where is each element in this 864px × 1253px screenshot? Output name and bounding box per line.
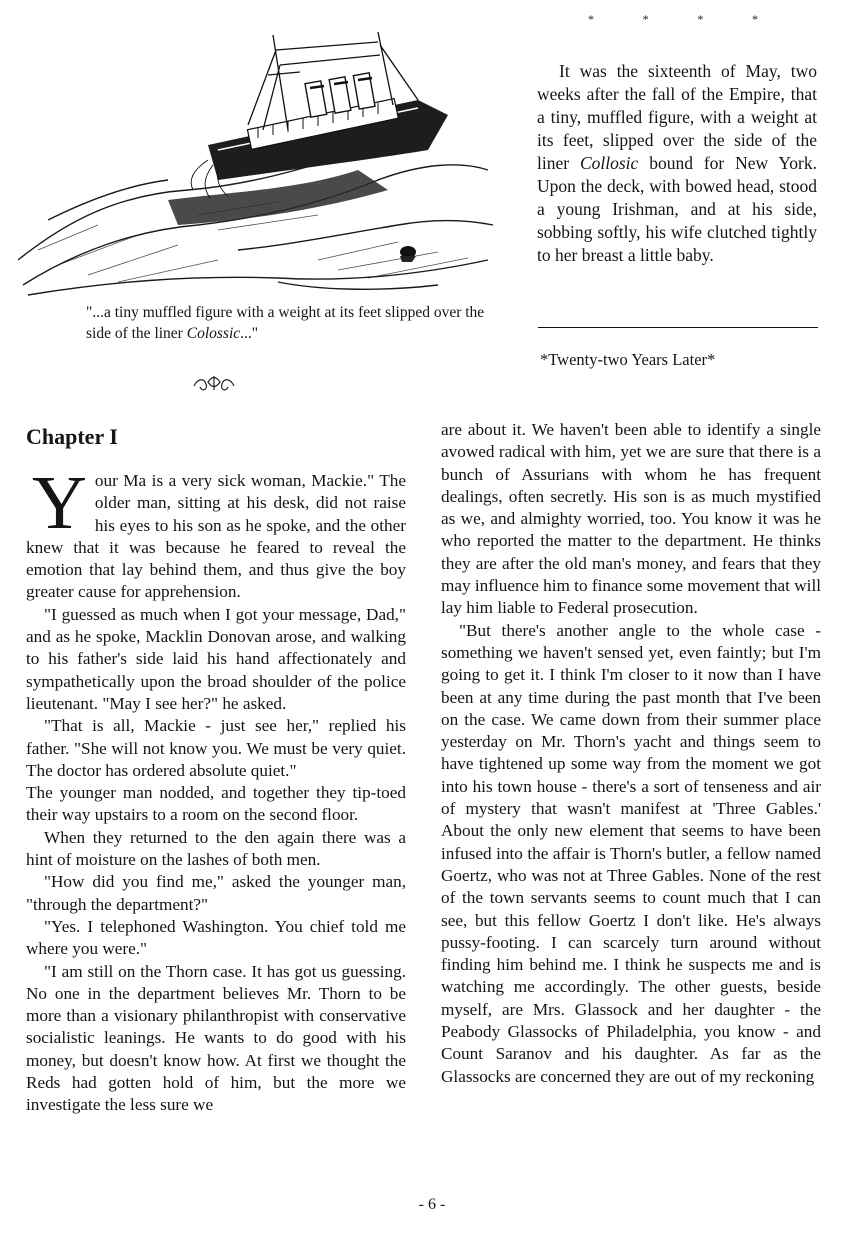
star-mark: * xyxy=(588,12,594,26)
steamship-at-sea-illustration xyxy=(18,20,498,300)
paragraph: The younger man nodded, and together they tip-toed their way upstairs to a room on the second floor. xyxy=(26,783,406,825)
horizontal-divider xyxy=(538,327,818,328)
paragraph: "Yes. I telephoned Washington. You chief told me where you were." xyxy=(26,916,406,959)
page-number: - 6 - xyxy=(418,1196,446,1213)
star-mark: * xyxy=(751,12,758,26)
drop-cap: Y xyxy=(32,461,87,545)
text-column-right xyxy=(441,419,821,1088)
section-break-stars xyxy=(588,12,758,27)
intro-text-before: It was the sixteenth of May, two weeks after the fall of the Empire, that a tiny, muffled figure, with a weight at its feet, slipped over the side of the liner xyxy=(537,61,817,173)
illustration-caption xyxy=(86,302,486,344)
steamship-illustration xyxy=(18,20,498,300)
paragraph: "But there's another angle to the whole case - something we haven't sensed yet, even faintly; but I'm going to get it. I think I'm closer to it now than I have been at any time during the past month that I've been on the case. We came down from their summer place yesterday on Mr. Thorn's yacht and things seem to have tightened up some way from the moment we got into his town house - there's a sort of tenseness and air of mystery that wasn't manifest at 'Three Gables.' About the only new element that seems to have been infused into the affair is Thorn's butler, a fellow named Goertz, who was not at Three Gables. None of the rest of the town servants seems to count much that I can see, but this fellow Goertz I don't like. He's always pussy-footing. I can scarcely turn around without finding him behind me. I think he suspects me and is watching me accordingly. The other guests, beside myself, are Mrs. Glassock and her daughter - the Peabody Glassocks of Philadelphia, you know - and Count Saranov and his daughter. As far as the Glassocks are concerned they are out of my reckoning xyxy=(441,620,821,1086)
paragraph: "I am still on the Thorn case. It has got us guessing. No one in the department believes Mr. Thorn to be more than a visionary philanthropist with conservative socialistic leanings. He wants to do good with his money, but doesn't know how. At first we thought the Reds had gotten hold of him, but the more we investigate the less sure we xyxy=(26,961,406,1115)
paragraph: When they returned to the den again there was a hint of moisture on the lashes of both men. xyxy=(26,827,406,870)
opening-paragraph xyxy=(26,461,406,604)
star-mark: * xyxy=(697,12,704,26)
caption-text-suffix: ..." xyxy=(240,325,259,342)
caption-text-prefix: "...a tiny muffled figure with a weight at its feet slipped over the side of the liner xyxy=(86,304,485,342)
intro-ship-name: Collosic xyxy=(579,153,639,173)
text-column-left xyxy=(26,461,406,1117)
intro-text-after: bound for New York. Upon the deck, with bowed head, stood a young Irishman, and at his side, sobbing softly, his wife clutched tightly to her breast a little baby. xyxy=(537,153,818,265)
chapter-title: Chapter I xyxy=(26,424,118,449)
paragraph: "I guessed as much when I got your message, Dad," and as he spoke, Macklin Donovan arose, and walking to his father's side laid his hand affectionately and sympathetically upon the broad shoulder of the police lieutenant. "May I see her?" he asked. xyxy=(26,604,406,713)
paragraph: "How did you find me," asked the younger man, "through the department?" xyxy=(26,872,406,914)
intro-paragraph xyxy=(537,60,817,267)
paragraph: "That is all, Mackie - just see her," replied his father. "She will not know you. We must be very quiet. The doctor has ordered absolute quiet." xyxy=(26,716,406,780)
paragraph: are about it. We haven't been able to identify a single avowed radical with him, yet we are sure that there is a bunch of Assurians with whom he has frequent dealings, often secretly. His son is as much mystified as we, and almighty worried, too. You know it was he who reported the matter to the department. He thinks they are after the old man's money, and fears that they may influence him to finance some movement that will lay him liable to Federal prosecution. xyxy=(441,420,821,618)
caption-ship-name: Colossic xyxy=(186,325,241,342)
fleuron-ornament-icon xyxy=(190,374,238,394)
star-mark: * xyxy=(642,12,649,26)
opening-paragraph-text: our Ma is a very sick woman, Mackie." The older man, sitting at his desk, did not raise his eyes to his son as he spoke, and the other knew that it was because he feared to reveal the emotion that lay behind them, and thus give the boy greater cause for apprehension. xyxy=(26,471,406,602)
time-jump-heading: *Twenty-two Years Later* xyxy=(540,350,716,369)
